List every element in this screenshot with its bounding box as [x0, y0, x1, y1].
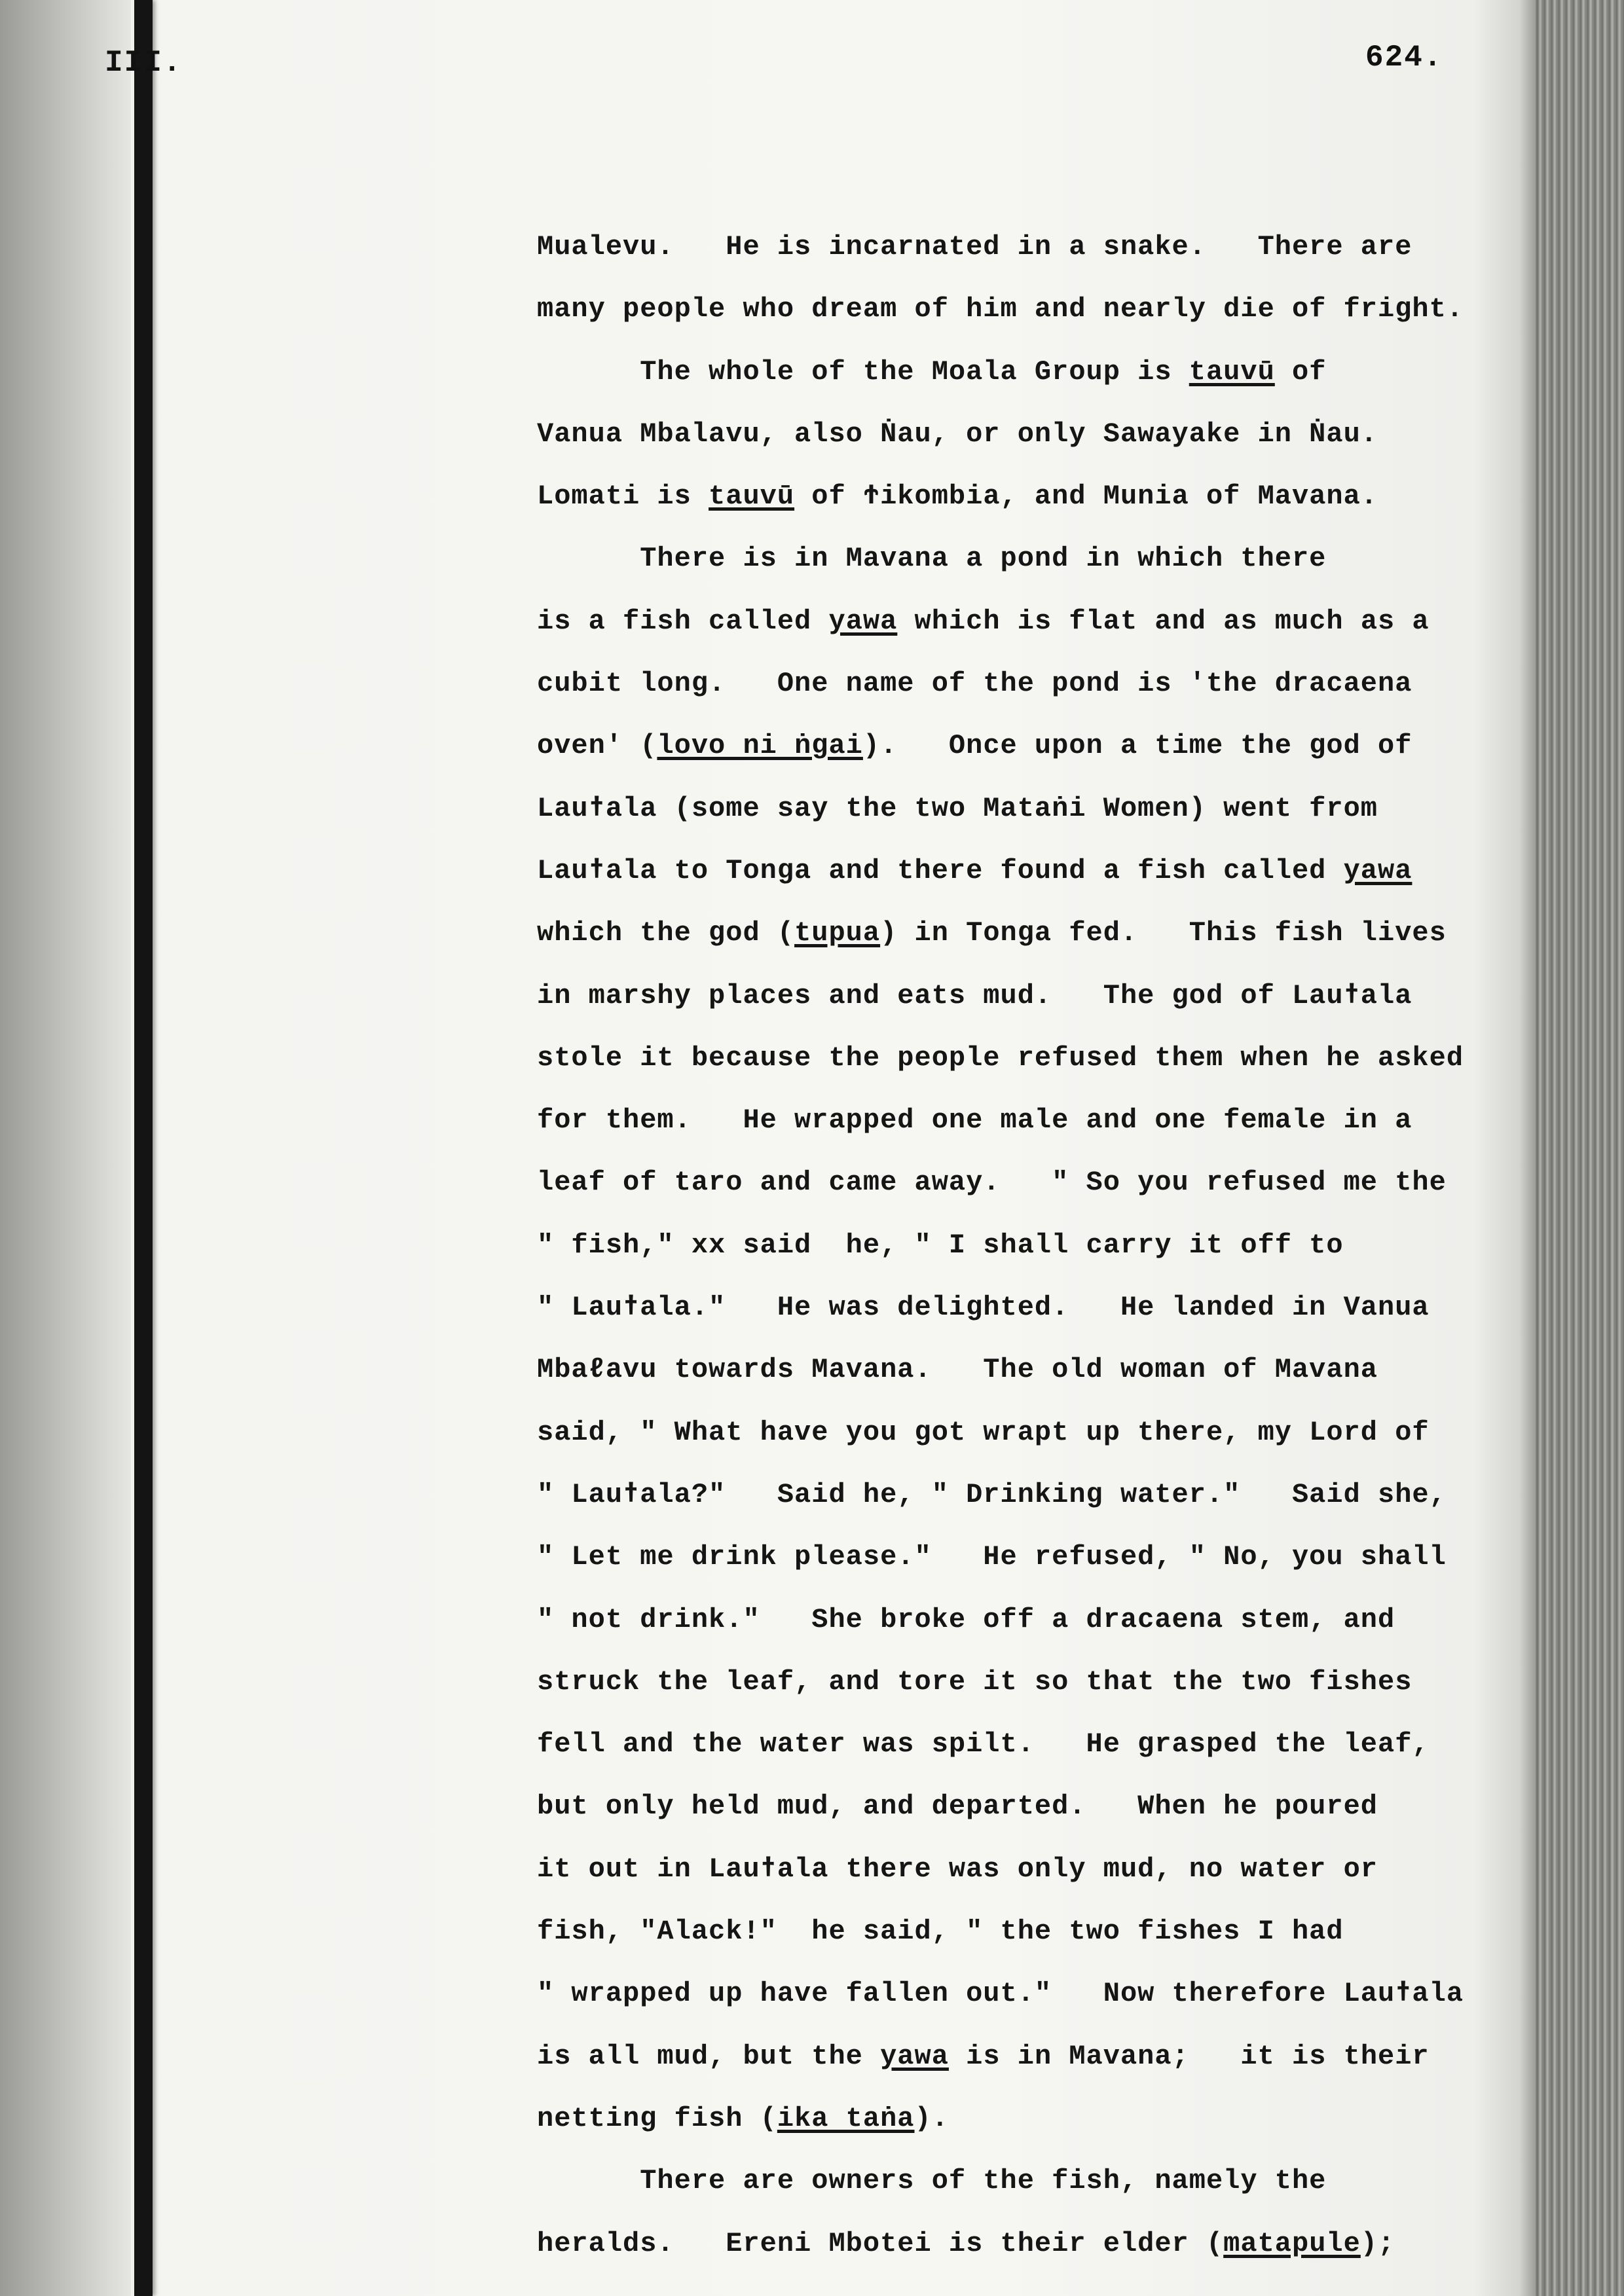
page-stack-edge — [1536, 0, 1624, 2296]
text-run: ); — [1360, 2227, 1395, 2259]
text-run: said, " What have you got wrapt up there, my Lord of — [537, 1416, 1430, 1448]
text-run: ). Once upon a time the god of — [862, 730, 1412, 762]
page-number: 624. — [1365, 41, 1443, 75]
text-line — [537, 1089, 1532, 1152]
text-line — [537, 1776, 1532, 1838]
text-line — [537, 2150, 1532, 2212]
text-line — [537, 778, 1532, 840]
binding-edge-line — [134, 0, 153, 2296]
text-run: " wrapped up have fallen out." Now therefore Lauϯala — [537, 1978, 1464, 2010]
text-run: of Ϯikombia, and Munia of Mavana. — [794, 481, 1378, 513]
text-line — [537, 1277, 1532, 1339]
text-run: but only held mud, and departed. When he poured — [537, 1791, 1378, 1823]
underlined-term: yawa — [880, 2040, 949, 2072]
text-run: Lauϯala to Tonga and there found a fish called — [537, 854, 1344, 886]
text-run: Vanua Mbalavu, also Ṅau, or only Sawayake in Ṅau. — [537, 418, 1378, 450]
text-line — [537, 1901, 1532, 1963]
text-line — [537, 216, 1532, 278]
text-run: which is flat and as much as a — [897, 605, 1430, 637]
text-run: for them. He wrapped one male and one female in a — [537, 1104, 1412, 1137]
text-line — [537, 591, 1532, 653]
text-line — [537, 1214, 1532, 1277]
underlined-term: lovo ni ṅgai — [657, 730, 863, 762]
typewritten-body — [537, 216, 1532, 2275]
text-run: Lomati is — [537, 481, 709, 513]
text-run: heralds. Ereni Mbotei is their elder ( — [537, 2227, 1224, 2259]
text-run: " Let me drink please." He refused, " No, you shall — [537, 1541, 1447, 1573]
text-run: it out in Lauϯala there was only mud, no water or — [537, 1853, 1378, 1885]
text-line — [537, 1027, 1532, 1089]
text-line — [537, 2213, 1532, 2275]
text-line — [537, 2088, 1532, 2150]
text-line — [537, 1526, 1532, 1588]
text-run: leaf of taro and came away. " So you refused me the — [537, 1167, 1447, 1199]
text-run: in marshy places and eats mud. The god of Lauϯala — [537, 979, 1412, 1011]
text-run: " Lauϯala?" Said he, " Drinking water." Said she, — [537, 1478, 1447, 1510]
text-line — [537, 1589, 1532, 1651]
text-line — [537, 902, 1532, 964]
text-run: is a fish called — [537, 605, 829, 637]
text-line — [537, 1838, 1532, 1901]
text-run: of — [1274, 355, 1327, 388]
text-run: cubit long. One name of the pond is 'the dracaena — [537, 668, 1412, 700]
text-line — [537, 341, 1532, 403]
text-line — [537, 1152, 1532, 1214]
chapter-number: III. — [105, 46, 183, 80]
text-run: " fish," xx said he, " I shall carry it off to — [537, 1229, 1344, 1261]
text-run: netting fish ( — [537, 2102, 777, 2134]
text-line — [537, 403, 1532, 465]
text-line — [537, 1402, 1532, 1464]
text-line — [537, 1713, 1532, 1776]
text-run: struck the leaf, and tore it so that the two fishes — [537, 1666, 1412, 1698]
text-run: fell and the water was spilt. He grasped the leaf, — [537, 1728, 1430, 1760]
text-run: There are owners of the fish, namely the — [537, 2165, 1327, 2197]
text-run: Mbaℓavu towards Mavana. The old woman of Mavana — [537, 1354, 1378, 1386]
text-line — [537, 1464, 1532, 1526]
text-run: stole it because the people refused them when he asked — [537, 1042, 1464, 1074]
binding-shadow — [0, 0, 131, 2296]
underlined-term: tauvū — [709, 481, 795, 513]
text-run: " not drink." She broke off a dracaena stem, and — [537, 1603, 1395, 1635]
underlined-term: yawa — [1343, 854, 1412, 886]
text-line — [537, 715, 1532, 777]
underlined-term: tupua — [794, 917, 881, 949]
text-run: ). — [914, 2102, 949, 2134]
text-line — [537, 840, 1532, 902]
text-line — [537, 465, 1532, 528]
text-run: Lauϯala (some say the two Mataṅi Women) went from — [537, 792, 1378, 824]
text-line — [537, 278, 1532, 340]
text-run: ) in Tonga fed. This fish lives — [880, 917, 1447, 949]
text-run: oven' ( — [537, 730, 657, 762]
text-run: Mualevu. He is incarnated in a snake. There are — [537, 231, 1412, 263]
underlined-term: matapule — [1223, 2227, 1361, 2259]
underlined-term: ika taṅa — [777, 2102, 915, 2134]
text-run: is all mud, but the — [537, 2040, 881, 2072]
underlined-term: yawa — [828, 605, 898, 637]
text-line — [537, 2026, 1532, 2088]
text-line — [537, 653, 1532, 715]
underlined-term: tauvū — [1189, 355, 1275, 388]
text-run: There is in Mavana a pond in which there — [537, 543, 1327, 575]
text-run: fish, "Alack!" he said, " the two fishes I had — [537, 1916, 1344, 1948]
text-run: The whole of the Moala Group is — [537, 355, 1189, 388]
text-run: is in Mavana; it is their — [948, 2040, 1430, 2072]
text-line — [537, 1963, 1532, 2025]
text-run: many people who dream of him and nearly die of fright. — [537, 293, 1464, 325]
text-line — [537, 1339, 1532, 1401]
text-run: which the god ( — [537, 917, 795, 949]
text-run: " Lauϯala." He was delighted. He landed in Vanua — [537, 1292, 1430, 1324]
text-line — [537, 528, 1532, 590]
text-line — [537, 1651, 1532, 1713]
text-line — [537, 965, 1532, 1027]
